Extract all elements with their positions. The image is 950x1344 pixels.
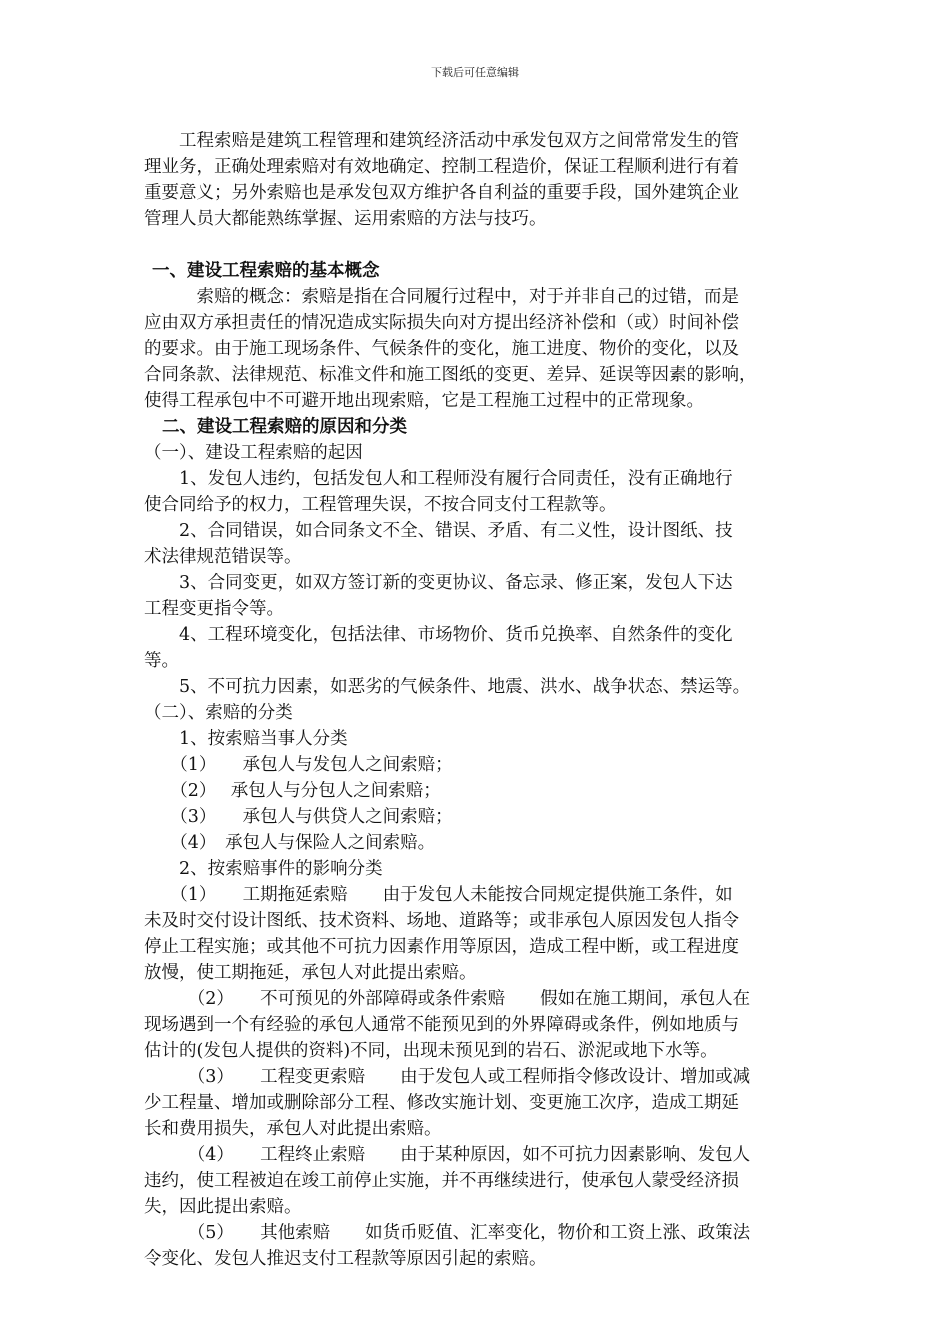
text-line: 长和费用损失，承包人对此提出索赔。 bbox=[144, 1119, 442, 1139]
section-heading: 一、建设工程索赔的基本概念 bbox=[152, 261, 380, 281]
text-line: 索赔的概念：索赔是指在合同履行过程中，对于并非自己的过错，而是 bbox=[144, 287, 739, 307]
text-line: 使合同给予的权力，工程管理失误，不按合同支付工程款等。 bbox=[144, 495, 617, 515]
text-line: （1） 承包人与发包人之间索赔； bbox=[144, 755, 453, 775]
text-line: （1） 工期拖延索赔 由于发包人未能按合同规定提供施工条件，如 bbox=[144, 885, 733, 905]
text-line: 估计的(发包人提供的资料)不同，出现未预见到的岩石、淤泥或地下水等。 bbox=[144, 1041, 718, 1061]
intro-paragraph bbox=[144, 128, 824, 232]
text-line: （4） 工程终止索赔 由于某种原因，如不可抗力因素影响、发包人 bbox=[144, 1145, 751, 1165]
text-line: （3） 工程变更索赔 由于发包人或工程师指令修改设计、增加或减 bbox=[144, 1067, 751, 1087]
text-line: 失，因此提出索赔。 bbox=[144, 1197, 302, 1217]
text-line: （2） 不可预见的外部障碍或条件索赔 假如在施工期间，承包人在 bbox=[144, 989, 751, 1009]
text-line: 应由双方承担责任的情况造成实际损失向对方提出经济补偿和（或）时间补偿 bbox=[144, 313, 739, 333]
text-line: 等。 bbox=[144, 651, 179, 671]
document-body bbox=[144, 128, 824, 1272]
text-line: 重要意义；另外索赔也是承发包双方维护各自利益的重要手段，国外建筑企业 bbox=[144, 183, 739, 203]
text-line: 使得工程承包中不可避开地出现索赔，它是工程施工过程中的正常现象。 bbox=[144, 391, 704, 411]
text-line: 管理人员大都能熟练掌握、运用索赔的方法与技巧。 bbox=[144, 209, 547, 229]
subsection-heading: （二）、索赔的分类 bbox=[144, 703, 293, 723]
text-line: 2、按索赔事件的影响分类 bbox=[144, 859, 383, 879]
section-heading: 二、建设工程索赔的原因和分类 bbox=[162, 417, 407, 437]
text-line: 3、合同变更，如双方签订新的变更协议、备忘录、修正案，发包人下达 bbox=[144, 573, 733, 593]
text-line: 工程索赔是建筑工程管理和建筑经济活动中承发包双方之间常常发生的管 bbox=[144, 131, 739, 151]
text-line: 放慢，使工期拖延，承包人对此提出索赔。 bbox=[144, 963, 477, 983]
text-line: 违约，使工程被迫在竣工前停止实施，并不再继续进行，使承包人蒙受经济损 bbox=[144, 1171, 739, 1191]
page-header: 下载后可任意编辑 bbox=[431, 66, 519, 79]
classification-list bbox=[144, 726, 824, 1272]
text-line: 理业务，正确处理索赔对有效地确定、控制工程造价，保证工程顺利进行有着 bbox=[144, 157, 739, 177]
text-line: 1、发包人违约，包括发包人和工程师没有履行合同责任，没有正确地行 bbox=[144, 469, 733, 489]
text-line: 合同条款、法律规范、标准文件和施工图纸的变更、差异、延误等因素的影响， bbox=[144, 365, 757, 385]
text-line: 工程变更指令等。 bbox=[144, 599, 284, 619]
text-line: （2） 承包人与分包人之间索赔； bbox=[144, 781, 441, 801]
text-line: 5、不可抗力因素，如恶劣的气候条件、地震、洪水、战争状态、禁运等。 bbox=[144, 677, 751, 697]
text-line: 令变化、发包人推迟支付工程款等原因引起的索赔。 bbox=[144, 1249, 547, 1269]
text-line: 1、按索赔当事人分类 bbox=[144, 729, 348, 749]
text-line: （4） 承包人与保险人之间索赔。 bbox=[144, 833, 436, 853]
text-line: 现场遇到一个有经验的承包人通常不能预见到的外界障碍或条件，例如地质与 bbox=[144, 1015, 739, 1035]
text-line: 2、合同错误，如合同条文不全、错误、矛盾、有二义性，设计图纸、技 bbox=[144, 521, 733, 541]
subsection-heading: （一）、建设工程索赔的起因 bbox=[144, 443, 363, 463]
text-line: （5） 其他索赔 如货币贬值、汇率变化，物价和工资上涨、政策法 bbox=[144, 1223, 751, 1243]
text-line: 未及时交付设计图纸、技术资料、场地、道路等；或非承包人原因发包人指令 bbox=[144, 911, 739, 931]
text-line: 术法律规范错误等。 bbox=[144, 547, 302, 567]
text-line: 停止工程实施；或其他不可抗力因素作用等原因，造成工程中断，或工程进度 bbox=[144, 937, 739, 957]
text-line: 的要求。由于施工现场条件、气候条件的变化，施工进度、物价的变化，以及 bbox=[144, 339, 739, 359]
section-paragraph bbox=[144, 284, 824, 414]
text-line: （3） 承包人与供贷人之间索赔； bbox=[144, 807, 453, 827]
cause-list bbox=[144, 466, 824, 700]
text-line: 少工程量、增加或删除部分工程、修改实施计划、变更施工次序，造成工期延 bbox=[144, 1093, 739, 1113]
text-line: 4、工程环境变化，包括法律、市场物价、货币兑换率、自然条件的变化 bbox=[144, 625, 733, 645]
